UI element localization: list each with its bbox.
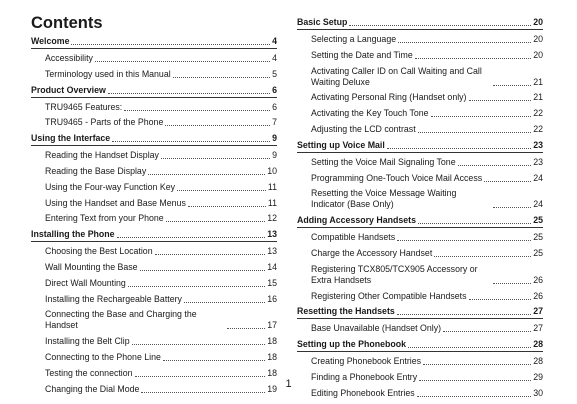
toc-dot-leader [458,165,532,166]
toc-right-column [297,16,543,404]
toc-entry-page: 12 [267,213,277,224]
toc-dot-leader [349,25,531,26]
toc-entry-label: Resetting the Voice Message Waiting Indicator (Base Only) [311,188,457,210]
toc-subsection-entry[interactable] [297,92,543,103]
toc-entry-label: Base Unavailable (Handset Only) [311,323,442,334]
toc-dot-leader [163,360,265,361]
toc-dot-leader [95,61,270,62]
toc-dot-leader [408,347,531,348]
toc-dot-leader [155,254,266,255]
page-number: 1 [285,378,292,390]
toc-subsection-entry[interactable] [297,108,543,119]
toc-dot-leader [161,158,270,159]
toc-section-entry[interactable] [31,229,277,242]
toc-subsection-entry[interactable] [31,309,277,331]
toc-entry-page: 22 [533,123,543,134]
toc-entry-label: Installing the Belt Clip [45,336,130,347]
toc-entry-label: Reading the Base Display [45,165,147,176]
toc-entry-label: Using the Handset and Base Menus [45,197,186,208]
toc-left-column [31,35,277,399]
toc-entry-page: 19 [267,383,277,394]
toc-subsection-entry[interactable] [297,264,543,286]
toc-entry-page: 30 [533,387,543,398]
toc-entry-label: Entering Text from your Phone [45,213,164,224]
page-title: Contents [31,14,103,32]
toc-entry-page: 10 [267,165,277,176]
toc-entry-page: 11 [267,197,277,208]
toc-dot-leader [132,344,266,345]
toc-entry-page: 9 [272,150,277,161]
toc-subsection-entry[interactable] [297,356,543,367]
toc-entry-page: 24 [533,172,543,183]
toc-entry-label: Resetting the Handsets [297,306,395,317]
toc-entry-label: Registering TCX805/TCX905 Accessory or Extra Handsets [311,263,478,285]
toc-entry-label: Activating Personal Ring (Handset only) [311,92,467,103]
toc-dot-leader [493,283,531,284]
toc-entry-label: Setting up the Phonebook [297,339,406,350]
toc-entry-label: Terminology used in this Manual [45,68,171,79]
toc-entry-page: 24 [533,199,543,210]
toc-entry-label: Charge the Accessory Handset [311,247,433,258]
toc-entry-page: 18 [267,336,277,347]
toc-entry-label: Testing the connection [45,367,133,378]
toc-entry-label: Accessibility [45,53,93,63]
toc-dot-leader [140,270,266,271]
toc-entry-page: 20 [533,17,543,27]
toc-entry-page: 28 [533,339,543,350]
toc-section-entry[interactable] [297,306,543,319]
toc-subsection-entry[interactable] [31,213,277,224]
toc-entry-label: Programming One-Touch Voice Mail Access [311,172,483,183]
toc-dot-leader [415,58,531,59]
toc-dot-leader [417,396,532,397]
toc-dot-leader [469,299,532,300]
toc-dot-leader [484,181,531,182]
toc-dot-leader [434,256,531,257]
toc-section-entry[interactable] [31,85,277,98]
toc-subsection-entry[interactable] [31,69,277,80]
toc-dot-leader [387,148,531,149]
toc-dot-leader [418,132,532,133]
toc-entry-label: Connecting the Base and Charging the Handset [45,309,197,331]
toc-entry-label: Creating Phonebook Entries [311,356,422,367]
toc-dot-leader [141,392,265,393]
toc-subsection-entry[interactable] [31,246,277,257]
toc-entry-label: Basic Setup [297,17,348,27]
toc-entry-page: 4 [272,53,277,63]
toc-dot-leader [128,286,265,287]
toc-entry-label: Editing Phonebook Entries [311,387,415,398]
toc-subsection-entry[interactable] [31,117,277,128]
toc-entry-page: 9 [272,133,277,144]
toc-entry-label: Reading the Handset Display [45,150,159,161]
toc-entry-label: Welcome [31,36,70,46]
toc-entry-page: 28 [533,356,543,367]
toc-entry-label: Installing the Rechargeable Battery [45,293,182,304]
toc-dot-leader [493,85,531,86]
toc-entry-page: 14 [267,261,277,272]
toc-entry-page: 13 [267,246,277,257]
toc-entry-page: 20 [533,49,543,60]
toc-dot-leader [469,100,532,101]
toc-entry-page: 20 [533,34,543,44]
toc-subsection-entry[interactable] [297,34,543,45]
toc-subsection-entry[interactable] [297,173,543,184]
toc-dot-leader [124,110,270,111]
toc-subsection-entry[interactable] [297,188,543,210]
toc-entry-label: Adjusting the LCD contrast [311,123,416,134]
toc-subsection-entry[interactable] [31,182,277,193]
toc-dot-leader [112,141,270,142]
toc-entry-label: Setting the Voice Mail Signaling Tone [311,156,456,167]
toc-subsection-entry[interactable] [297,50,543,61]
toc-dot-leader [71,44,270,45]
toc-subsection-entry[interactable] [31,262,277,273]
toc-dot-leader [227,328,265,329]
toc-entry-page: 21 [533,92,543,103]
toc-entry-label: Selecting a Language [311,34,397,44]
toc-section-entry[interactable] [297,339,543,352]
toc-subsection-entry[interactable] [31,294,277,305]
toc-entry-page: 25 [533,232,543,243]
toc-dot-leader [398,42,531,43]
toc-entry-page: 27 [533,306,543,317]
toc-subsection-entry[interactable] [31,150,277,161]
toc-entry-label: Finding a Phonebook Entry [311,371,418,382]
toc-entry-label: Activating the Key Touch Tone [311,108,429,119]
toc-entry-page: 17 [267,320,277,331]
toc-entry-page: 26 [533,290,543,301]
toc-section-entry[interactable] [297,215,543,228]
toc-dot-leader [431,116,532,117]
toc-section-entry[interactable] [297,17,543,30]
toc-subsection-entry[interactable] [297,232,543,243]
toc-entry-label: TRU9465 Features: [45,101,123,112]
toc-dot-leader [184,302,265,303]
toc-entry-page: 18 [267,351,277,362]
toc-entry-page: 29 [533,371,543,382]
toc-dot-leader [177,190,266,191]
toc-entry-label: Choosing the Best Location [45,246,153,257]
toc-dot-leader [423,364,531,365]
toc-section-entry[interactable] [297,140,543,153]
toc-entry-label: Setting up Voice Mail [297,139,385,150]
toc-entry-label: Compatible Handsets [311,232,396,243]
toc-entry-page: 18 [267,367,277,378]
toc-entry-page: 22 [533,108,543,119]
toc-entry-page: 6 [272,101,277,112]
toc-subsection-entry[interactable] [297,248,543,259]
toc-entry-label: Adding Accessory Handsets [297,215,416,226]
toc-entry-label: Setting the Date and Time [311,49,413,60]
toc-dot-leader [188,206,266,207]
toc-dot-leader [165,125,270,126]
toc-dot-leader [173,77,270,78]
toc-entry-page: 5 [272,68,277,79]
toc-entry-label: TRU9465 - Parts of the Phone [45,117,164,128]
toc-entry-label: Connecting to the Phone Line [45,351,161,362]
toc-dot-leader [397,240,531,241]
toc-subsection-entry[interactable] [31,166,277,177]
toc-dot-leader [117,237,266,238]
toc-dot-leader [443,331,531,332]
toc-entry-page: 25 [533,247,543,258]
toc-section-entry[interactable] [31,133,277,146]
toc-entry-page: 4 [272,36,277,46]
toc-entry-page: 23 [533,139,543,150]
toc-subsection-entry[interactable] [31,198,277,209]
toc-dot-leader [166,221,266,222]
toc-dot-leader [493,207,531,208]
toc-subsection-entry[interactable] [297,124,543,135]
toc-entry-label: Registering Other Compatible Handsets [311,290,467,301]
toc-entry-label: Using the Interface [31,133,111,144]
toc-dot-leader [397,314,531,315]
toc-entry-page: 11 [267,181,277,192]
toc-subsection-entry[interactable] [297,291,543,302]
toc-subsection-entry[interactable] [31,352,277,363]
toc-entry-label: Wall Mounting the Base [45,261,138,272]
toc-subsection-entry[interactable] [297,323,543,334]
toc-subsection-entry[interactable] [31,278,277,289]
toc-dot-leader [148,174,265,175]
toc-dot-leader [108,93,270,94]
toc-subsection-entry[interactable] [297,157,543,168]
toc-subsection-entry[interactable] [31,53,277,64]
toc-subsection-entry[interactable] [31,336,277,347]
toc-entry-page: 21 [533,76,543,87]
toc-entry-label: Using the Four-way Function Key [45,181,176,192]
toc-subsection-entry[interactable] [31,102,277,113]
toc-entry-label: Direct Wall Mounting [45,277,126,288]
toc-entry-page: 23 [533,156,543,167]
toc-entry-page: 7 [272,117,277,128]
toc-entry-page: 13 [267,229,277,240]
toc-dot-leader [418,223,531,224]
toc-entry-label: Installing the Phone [31,229,115,240]
toc-entry-page: 6 [272,84,277,95]
toc-entry-page: 15 [267,277,277,288]
toc-entry-label: Changing the Dial Mode [45,383,140,394]
toc-entry-page: 26 [533,274,543,285]
toc-subsection-entry[interactable] [297,66,543,88]
toc-dot-leader [135,376,266,377]
toc-entry-page: 16 [267,293,277,304]
toc-entry-page: 27 [533,323,543,334]
toc-entry-page: 25 [533,215,543,226]
toc-entry-label: Product Overview [31,84,106,95]
toc-entry-label: Activating Caller ID on Call Waiting and Call Waiting Deluxe [311,65,482,87]
toc-section-entry[interactable] [31,36,277,49]
